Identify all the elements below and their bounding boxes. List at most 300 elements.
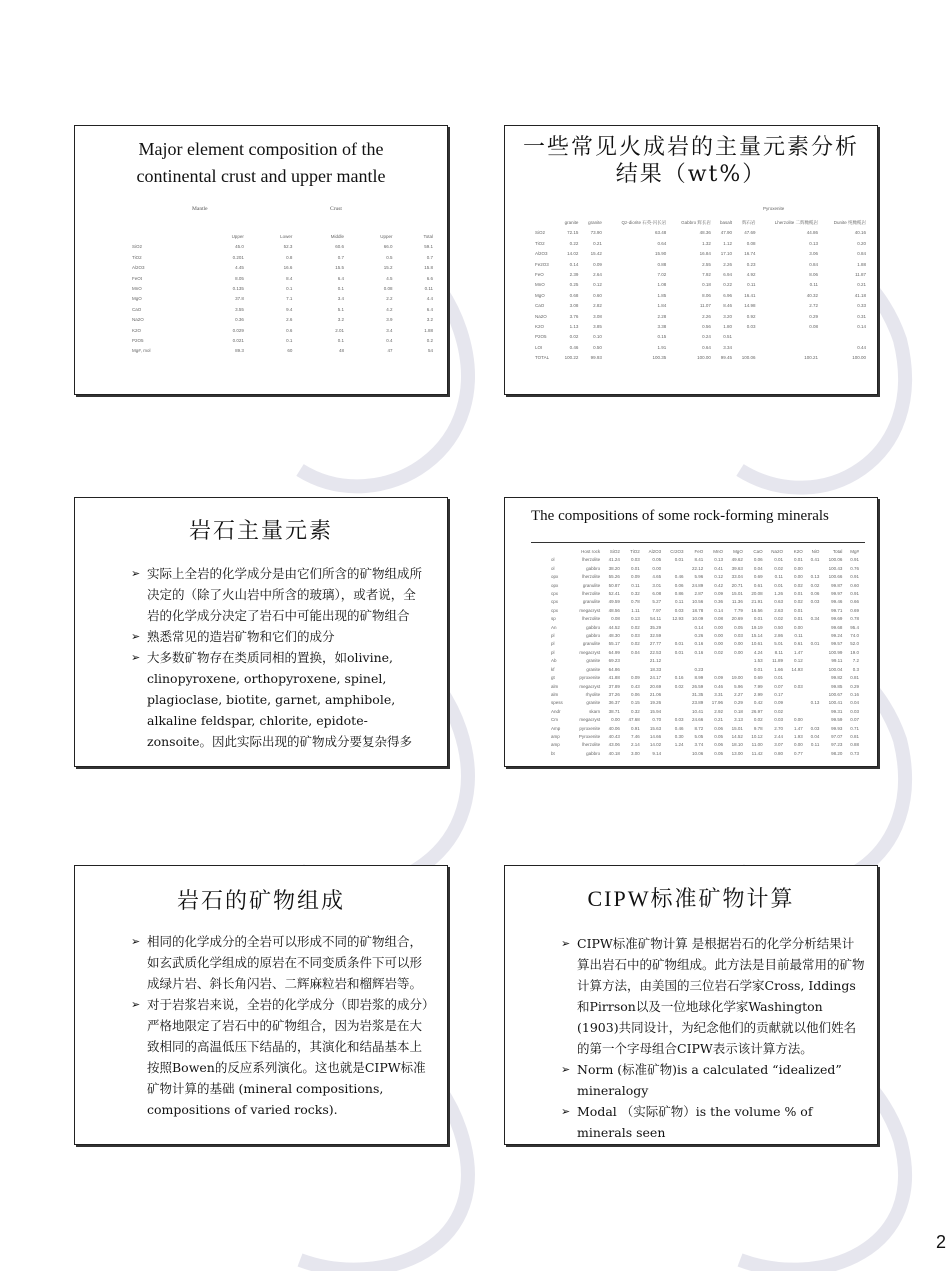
table-row xyxy=(549,699,861,707)
table-cell: 41.24 xyxy=(608,557,620,563)
table-cell: 0.51 xyxy=(723,334,733,340)
table-row xyxy=(549,657,861,665)
table-cell xyxy=(805,716,822,724)
table-cell: 0.07 xyxy=(850,717,859,723)
table-cell: 99.93 xyxy=(590,355,602,361)
column-header: MgO xyxy=(733,549,743,554)
table-cell: 2.63 xyxy=(774,607,784,613)
table-cell: 0.00 xyxy=(714,624,724,630)
table-cell: 0.00 xyxy=(611,717,620,723)
table-cell: 1.91 xyxy=(657,344,667,350)
table-cell: 23.89 xyxy=(692,700,704,706)
table-cell: 0.01 xyxy=(774,582,784,588)
table-cell: 20.69 xyxy=(731,616,743,622)
table-cell: 0.18 xyxy=(734,708,743,714)
table-cell: 0.01 xyxy=(810,641,820,647)
table-cell: 0.06 xyxy=(714,725,724,731)
table-cell: 0.01 xyxy=(674,641,684,647)
table-cell: 0.16 xyxy=(850,691,859,697)
table-cell: 0.06 xyxy=(674,582,684,588)
table-cell: TiO2 xyxy=(535,240,545,246)
table-cell: 18.10 xyxy=(731,742,743,748)
table-cell: Pyroxenite xyxy=(578,733,601,739)
table-cell: 0.69 xyxy=(753,675,763,681)
table-cell: 0.02 xyxy=(774,708,784,714)
table-cell: 0.91 xyxy=(630,725,640,731)
table-cell: granulite xyxy=(582,599,601,605)
table-cell: 0.02 xyxy=(794,599,803,605)
table-cell: 0.03 xyxy=(630,633,640,639)
table-cell: 7.02 xyxy=(657,272,667,278)
slide-title: Major element composition of the continental crust and upper mantle xyxy=(136,139,386,186)
table-row xyxy=(549,725,861,733)
table-row xyxy=(549,573,861,581)
table-cell: skarn xyxy=(589,708,601,714)
table-cell: 0.60 xyxy=(850,582,859,588)
table-cell: 22.53 xyxy=(649,649,662,655)
table-cell: 0.26 xyxy=(694,633,704,639)
table-cell: 0.01 xyxy=(674,557,684,563)
table-cell: 0.02 xyxy=(774,565,784,571)
table-cell: 10.61 xyxy=(751,641,763,647)
table-cell: 47.69 xyxy=(744,230,756,236)
table-cell: gt xyxy=(551,675,555,681)
table-cell: 41.18 xyxy=(854,292,866,298)
slide-cipw-norm xyxy=(504,865,878,1145)
table-cell: 7.92 xyxy=(702,272,711,278)
table-cell: 0.02 xyxy=(714,649,724,655)
table-cell: 3.55 xyxy=(235,306,244,312)
table-cell: 49.59 xyxy=(608,599,620,605)
table-cell: 0.02 xyxy=(774,616,784,622)
table-cell: pl xyxy=(551,641,555,647)
table-cell: 2.14 xyxy=(630,742,640,748)
table-cell: 0.01 xyxy=(753,666,763,672)
table-cell xyxy=(785,674,805,682)
table-cell: 14.98 xyxy=(744,303,756,309)
table-cell: granulite xyxy=(582,641,601,647)
table-cell: 0.03 xyxy=(774,717,784,723)
table-cell: 10.06 xyxy=(692,750,704,756)
table-cell: 2.82 xyxy=(593,303,602,309)
table-cell: 0.029 xyxy=(232,327,244,333)
table-row xyxy=(549,733,861,741)
table-cell: 20.08 xyxy=(751,591,763,597)
table-cell: 97.07 xyxy=(831,733,843,739)
table-cell: 18.33 xyxy=(649,666,662,672)
table-cell: 3.20 xyxy=(723,313,733,319)
table-cell: lherzolite xyxy=(582,591,601,597)
table-cell: 0.16 xyxy=(694,649,704,655)
table-cell: 100.99 xyxy=(828,649,843,655)
column-header: Upper xyxy=(380,234,393,239)
table-cell: 100.35 xyxy=(652,355,667,361)
table-cell: 100.04 xyxy=(828,666,843,672)
table-cell: 3.74 xyxy=(694,742,704,748)
table-cell: 38.20 xyxy=(608,565,620,571)
table-row xyxy=(549,632,861,640)
table-cell: 0.03 xyxy=(746,324,756,330)
table-cell: Andr xyxy=(551,708,561,714)
table-cell: alm xyxy=(551,691,559,697)
table-cell: 0.10 xyxy=(593,334,602,340)
table-header-row xyxy=(533,218,868,228)
column-header: Middle xyxy=(330,234,344,239)
bullet-item: ➢ 实际上全岩的化学成分是由它们所含的矿物组成所决定的（除了火山岩中所含的玻璃），或者说，全岩的化学成分决定了岩石中可能出现的矿物组合 xyxy=(131,563,427,626)
table-cell: 0.16 xyxy=(674,675,684,681)
table-cell: 0.84 xyxy=(809,261,818,267)
table-cell: 64.99 xyxy=(608,649,620,655)
table-cell: 0.33 xyxy=(857,303,866,309)
column-header: FeO xyxy=(694,549,704,554)
table-cell: MnO xyxy=(535,282,545,288)
table-cell xyxy=(805,624,822,632)
table-cell: Na2O xyxy=(132,317,144,323)
table-cell: 16.84 xyxy=(699,251,711,257)
table-cell: 55.26 xyxy=(608,574,620,580)
table-cell: K2O xyxy=(132,327,142,333)
column-header: NiO xyxy=(811,549,820,554)
table-cell: 0.23 xyxy=(746,261,756,267)
table-cell: 1.24 xyxy=(674,742,684,748)
table-cell: 0.04 xyxy=(850,700,859,706)
table-cell: 0.00 xyxy=(794,574,803,580)
table-cell: 1.80 xyxy=(723,324,733,330)
table-cell xyxy=(820,332,868,342)
table-cell: CaO xyxy=(132,306,142,312)
table-cell: 0.00 xyxy=(714,633,724,639)
table-cell: ol xyxy=(551,565,555,571)
table-cell: 0.02 xyxy=(810,582,820,588)
table-cell: lherzolite xyxy=(582,616,601,622)
table-cell: 18.78 xyxy=(692,607,704,613)
table-cell: 9.14 xyxy=(652,750,662,756)
table-cell: 0.03 xyxy=(630,557,640,563)
table-cell: 0.05 xyxy=(734,624,743,630)
table-cell: 4.4 xyxy=(426,296,433,302)
table-cell: 0.42 xyxy=(753,700,763,706)
table-row xyxy=(533,301,868,311)
table-cell: 69.23 xyxy=(608,658,620,664)
table-cell: 0.88 xyxy=(657,261,667,267)
table-cell: 15.5 xyxy=(335,265,344,271)
table-cell: Mg#, mol xyxy=(132,348,151,354)
table-cell: 19.19 xyxy=(751,624,763,630)
table-cell: 99.87 xyxy=(831,582,843,588)
table-cell: 1.88 xyxy=(424,327,433,333)
column-header: CaO xyxy=(753,549,763,554)
table-cell: 0.06 xyxy=(714,742,724,748)
table-cell: SiO2 xyxy=(535,230,546,236)
table-cell: 16.74 xyxy=(744,251,756,257)
table-cell: 99.97 xyxy=(831,591,843,597)
table-cell: cpx xyxy=(551,607,559,613)
table-cell: 66.0 xyxy=(383,244,393,250)
table-cell: 3.13 xyxy=(734,717,743,723)
table-cell: 11.89 xyxy=(772,658,784,664)
table-cell: 99.46 xyxy=(831,599,843,605)
table-cell: 0.78 xyxy=(850,616,859,622)
table-cell: 6.4 xyxy=(426,306,433,312)
column-header: TiO2 xyxy=(630,549,640,554)
table-cell: 15.63 xyxy=(649,725,662,731)
table-cell: 0.11 xyxy=(810,742,820,748)
table-cell: 21.12 xyxy=(649,658,662,664)
table-cell: 99.93 xyxy=(831,725,843,731)
table-cell: 0.41 xyxy=(810,557,820,563)
slide-rock-mineral-composition xyxy=(74,865,448,1145)
table-cell: 3.9 xyxy=(386,317,393,323)
table-cell: 0.12 xyxy=(714,574,724,580)
table-cell: 0.91 xyxy=(850,557,859,563)
table-cell: 0.24 xyxy=(702,334,711,340)
table-cell: 5.01 xyxy=(774,641,784,647)
table-cell: 3.08 xyxy=(569,303,579,309)
table-cell: 8.41 xyxy=(694,557,704,563)
table-cell: 97.23 xyxy=(831,742,843,748)
table-cell: 0.36 xyxy=(714,599,724,605)
table-cell: 8.05 xyxy=(235,275,244,281)
table-cell: 19.0 xyxy=(850,649,859,655)
table-cell: 0.69 xyxy=(850,607,859,613)
table-cell: 0.03 xyxy=(810,599,820,605)
bullet-list xyxy=(561,933,865,1143)
table-row xyxy=(549,691,861,699)
table-cell: 2.2 xyxy=(386,296,393,302)
table-cell: 45.0 xyxy=(235,244,244,250)
table-cell: Cm xyxy=(551,717,558,723)
table-cell: 0.80 xyxy=(774,750,784,756)
table-cell: 4.24 xyxy=(753,649,763,655)
table-cell: Al2O3 xyxy=(535,251,548,257)
table-cell: Amp xyxy=(551,725,561,731)
table-cell: 0.02 xyxy=(794,582,803,588)
table-cell: 0.61 xyxy=(753,582,763,588)
table-cell: 99.68 xyxy=(831,624,843,630)
table-row xyxy=(549,741,861,749)
slide-rock-forming-minerals xyxy=(504,497,878,767)
table-cell: ol xyxy=(551,557,555,563)
table-cell: 0.5 xyxy=(386,254,393,260)
table-cell xyxy=(734,332,757,342)
table-row xyxy=(533,322,868,332)
table-cell: 0.06 xyxy=(630,691,640,697)
table-cell: 0.88 xyxy=(850,742,859,748)
table-cell: P2O5 xyxy=(132,338,144,344)
table-cell: 3.4 xyxy=(337,296,344,302)
table-cell: Al2O3 xyxy=(132,265,145,271)
table-row xyxy=(549,640,861,648)
table-cell: 0.11 xyxy=(424,286,433,292)
table-cell: 1.88 xyxy=(857,261,866,267)
table-cell: spess xyxy=(551,700,563,706)
table-cell: 1.66 xyxy=(774,666,784,672)
table-cell: 8.4 xyxy=(286,275,293,281)
table-cell: 24.89 xyxy=(692,582,704,588)
table-cell: 1.26 xyxy=(774,591,784,597)
table-cell: 0.78 xyxy=(630,599,640,605)
table-cell: 3.07 xyxy=(774,742,784,748)
table-row xyxy=(549,674,861,682)
table-cell: 36.37 xyxy=(608,700,620,706)
table-cell: 2.87 xyxy=(694,591,704,597)
table-cell: 14.66 xyxy=(649,733,662,739)
slide-title: CIPW标准矿物计算 xyxy=(587,886,795,911)
table-cell: 0.21 xyxy=(593,240,602,246)
table-cell: 10.56 xyxy=(692,599,704,605)
table-cell: 100.43 xyxy=(828,565,843,571)
table-cell: 0.21 xyxy=(857,282,866,288)
group-label-mantle: Mantle xyxy=(192,206,208,212)
table-cell: gabbro xyxy=(586,624,601,630)
table-cell: 0.03 xyxy=(794,683,803,689)
table-cell: 0.32 xyxy=(630,708,640,714)
table-cell: 0.14 xyxy=(714,607,724,613)
table-row xyxy=(549,607,861,615)
table-cell: cpx xyxy=(551,599,559,605)
table-cell: 0.8 xyxy=(286,254,293,260)
table-cell: 1.84 xyxy=(657,303,667,309)
table-cell: 3.2 xyxy=(426,317,433,323)
table-cell: 0.32 xyxy=(630,591,640,597)
table-cell: 19.26 xyxy=(649,700,662,706)
table-cell: 99.69 xyxy=(831,616,843,622)
table-cell: granite xyxy=(586,658,601,664)
group-label-crust: Crust xyxy=(330,206,342,212)
table-cell: 0.68 xyxy=(569,292,579,298)
table-cell: 47.68 xyxy=(628,717,640,723)
table-row xyxy=(130,326,435,336)
slide-title: 一些常见火成岩的主量元素分析结果（wt%） xyxy=(522,135,859,187)
table-cell: 0.06 xyxy=(810,591,820,597)
table-row xyxy=(533,332,868,342)
table-cell: 0.6 xyxy=(286,327,293,333)
table-cell: 0.11 xyxy=(747,282,756,288)
table-cell: 0.04 xyxy=(753,565,763,571)
table-cell: 100.41 xyxy=(828,700,843,706)
column-header: basalt xyxy=(720,220,733,225)
table-cell: 0.91 xyxy=(850,591,859,597)
table-cell: 31.35 xyxy=(692,691,704,697)
table-cell: 1.12 xyxy=(723,240,733,246)
table-cell: 0.16 xyxy=(694,641,704,647)
table-cell: 15.01 xyxy=(731,591,743,597)
table-cell: 0.46 xyxy=(674,574,684,580)
table-cell: 8.72 xyxy=(694,725,704,731)
table-cell: 26.59 xyxy=(692,683,704,689)
table-cell: 0.04 xyxy=(810,733,820,739)
table-cell: 39.63 xyxy=(731,565,743,571)
table-cell xyxy=(734,343,757,353)
table-cell: 15.90 xyxy=(655,251,667,257)
table-cell: 38.71 xyxy=(608,708,620,714)
table-cell: 60.6 xyxy=(335,244,344,250)
table-cell: 0.18 xyxy=(702,282,711,288)
table-cell: FeO xyxy=(535,272,544,278)
table-row xyxy=(533,312,868,322)
table-cell: 10.12 xyxy=(751,733,763,739)
table-cell: 0.60 xyxy=(593,292,602,298)
table-cell: 10.41 xyxy=(692,708,704,714)
table-cell: LOI xyxy=(535,344,543,350)
column-header: Total xyxy=(832,549,843,554)
table-cell: 0.01 xyxy=(674,649,684,655)
table-cell: 54 xyxy=(427,348,433,354)
table-cell: 99.31 xyxy=(831,708,843,714)
table-cell: 40.18 xyxy=(608,750,620,756)
table-cell: 37.8 xyxy=(235,296,244,302)
table-cell: 63.48 xyxy=(655,230,667,236)
table-cell: 0.00 xyxy=(734,649,743,655)
table-cell: rhyolite xyxy=(585,691,601,697)
slide-rock-major-elements xyxy=(74,497,448,767)
table-cell: 4.45 xyxy=(235,265,244,271)
table-cell: 17.10 xyxy=(720,251,733,257)
pyroxenite-label: Pyroxenite xyxy=(763,206,785,211)
table-cell: 0.31 xyxy=(857,313,866,319)
table-cell: 73.90 xyxy=(590,230,602,236)
table-cell: 0.09 xyxy=(714,675,724,681)
table-cell: 48.56 xyxy=(608,607,620,613)
column-header: granite xyxy=(564,220,579,225)
table-cell: 14.02 xyxy=(567,251,579,257)
table-row xyxy=(549,683,861,691)
table-cell: 2.70 xyxy=(774,725,784,731)
table-cell: 0.00 xyxy=(734,641,743,647)
table-cell: 8.06 xyxy=(809,272,818,278)
table-cell xyxy=(805,691,822,699)
table-cell: 5.05 xyxy=(694,733,704,739)
table-cell: 0.00 xyxy=(714,641,724,647)
table-cell: 52.3 xyxy=(283,244,293,250)
table-cell: 0.3 xyxy=(852,666,859,672)
table-cell: 52.0 xyxy=(850,641,859,647)
table-cell: 0.00 xyxy=(794,717,803,723)
table-cell: opx xyxy=(551,574,559,580)
table-row xyxy=(130,315,435,325)
table-cell: 0.46 xyxy=(714,683,724,689)
table-row xyxy=(533,280,868,290)
table-cell: 0.34 xyxy=(810,616,820,622)
table-cell: gabbro xyxy=(586,633,601,639)
table-cell: 16.41 xyxy=(744,292,756,298)
table-cell: 0.02 xyxy=(569,334,579,340)
slide-title: 岩石的矿物组成 xyxy=(176,889,345,914)
table-cell: 0.01 xyxy=(753,616,763,622)
table-cell: 8.46 xyxy=(723,303,733,309)
bullet-item: ➢ Modal （实际矿物）is the volume % of minerals seen xyxy=(561,1101,865,1143)
table-cell: 0.09 xyxy=(593,261,602,267)
table-cell: 0.1 xyxy=(286,286,293,292)
table-cell: Ab xyxy=(551,658,557,664)
table-row xyxy=(533,270,868,280)
table xyxy=(130,232,435,357)
table-cell: Fe2O3 xyxy=(535,261,549,267)
table-cell: TiO2 xyxy=(132,254,142,260)
table-cell: 22.12 xyxy=(692,565,704,571)
table-cell: 15.8 xyxy=(424,265,433,271)
table-cell: 0.11 xyxy=(774,574,784,580)
table-cell: 5.96 xyxy=(694,574,704,580)
table-cell: 0.03 xyxy=(674,717,684,723)
table-cell: 9.4 xyxy=(286,306,293,312)
table-cell: 15.94 xyxy=(649,708,662,714)
table-row xyxy=(533,228,868,238)
bullet-list xyxy=(131,563,427,752)
table-cell: 0.43 xyxy=(630,683,640,689)
table-cell: 0.03 xyxy=(850,708,859,714)
table-cell xyxy=(663,708,685,716)
